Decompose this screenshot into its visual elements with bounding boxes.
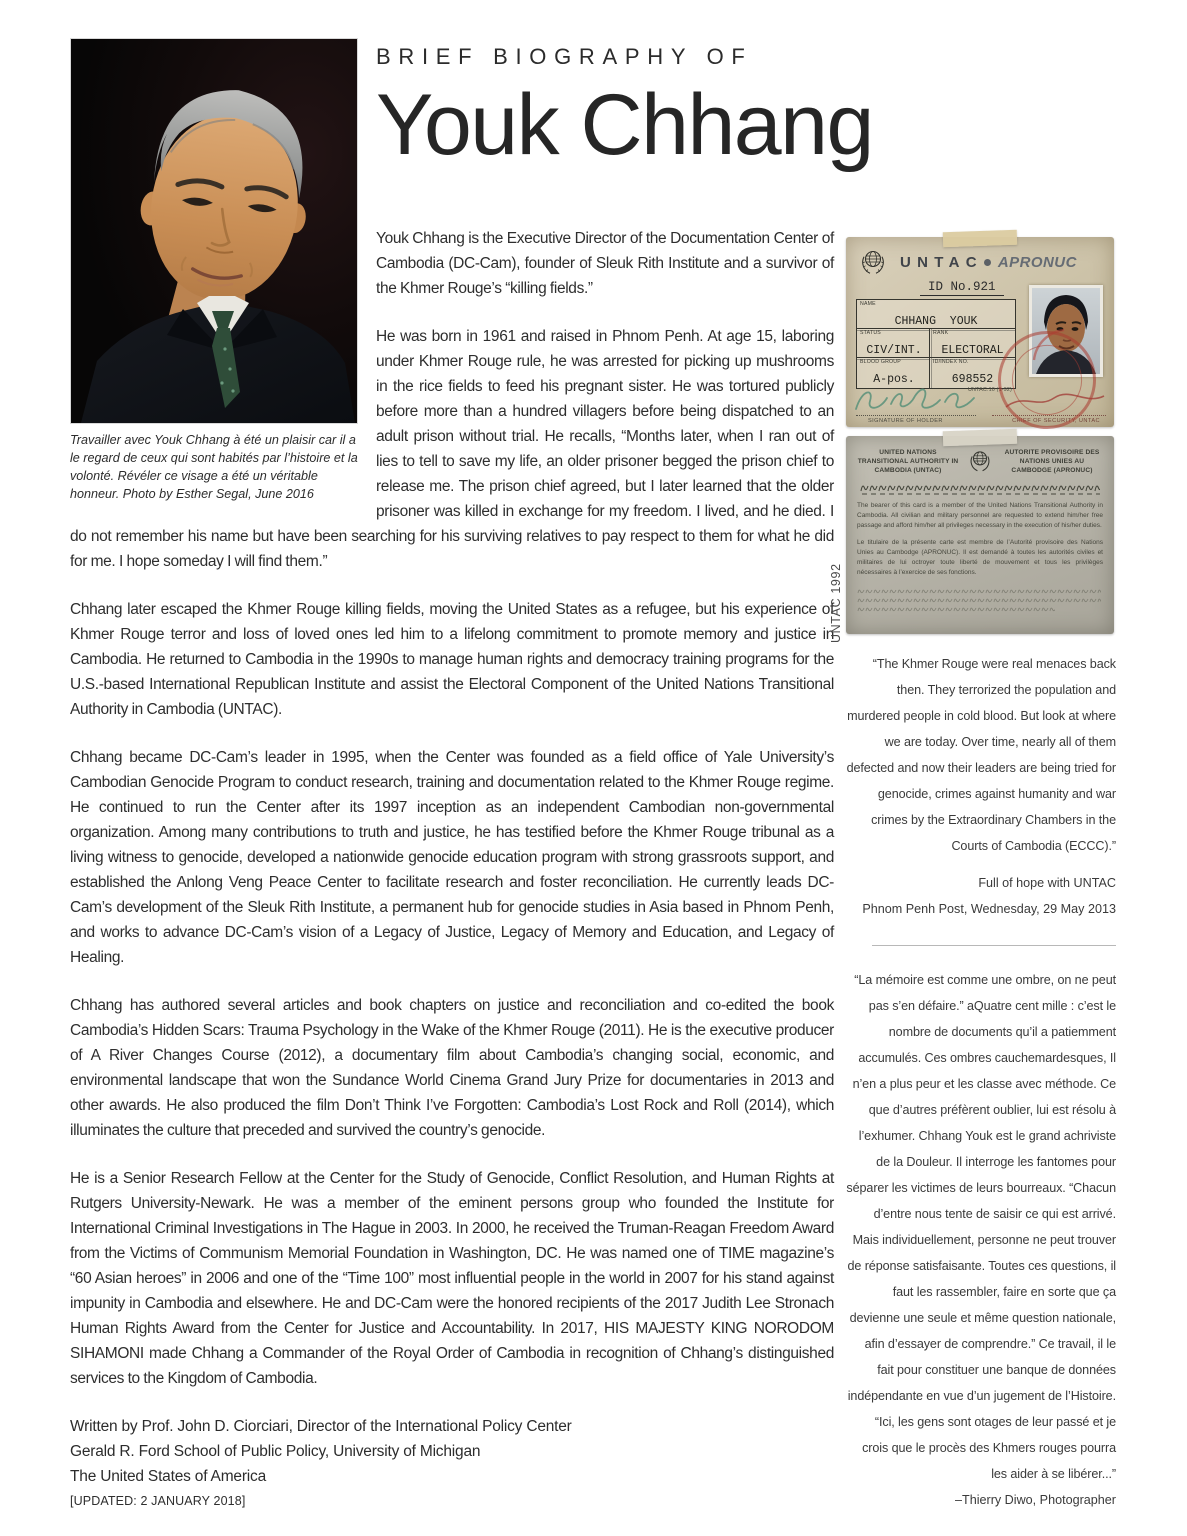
- bearer-text-english: The bearer of this card is a member of the United Nations Transitional Authority in Cambodia. All civilian and military personnel are requested to extend him/her free passage and afford him/her all privileges necessary in the execution of his/her duties.: [857, 501, 1103, 529]
- paragraph: He is a Senior Research Fellow at the Center for the Study of Genocide, Conflict Resolution, and Human Rights at Rutgers University-Newark. He was a member of the eminent persons group who founded the Institute for International Criminal Investigations in The Hague in 2003. In 2000, he received the Truman-Reagan Freedom Award from the Victims of Communism Memorial Foundation in Washington, DC. He was named one of TIME magazine’s “60 Asian heroes” in 2006 and one of the “Time 100” most influential people in the world in 2007 for his stand against impunity in Cambodia and elsewhere. He and DC-Cam were the honored recipients of the 2017 Judith Lee Stronach Human Rights Award from the Center for Justice and Accountability. In 2017, HIS MAJESTY KING NORODOM SIHAMONI made Chhang a Commander of the Royal Order of Cambodia in recognition of Chhang’s distinguished services to the Kingdom of Cambodia.: [70, 1169, 834, 1387]
- sidebar-divider: [872, 945, 1116, 946]
- khmer-script-title: [860, 481, 1100, 496]
- paragraph: Chhang became DC-Cam’s leader in 1995, when the Center was founded as a field office of Yale University’s Cambodian Genocide Program to conduct research, training and documentation related to the Khmer Rouge regime. He continued to run the Center after its 1997 inception as an independent Cambodian non-governmental organization. Among many contributions to truth and justice, he has testified before the Khmer Rouge tribunal as a living witness to genocide, developed a nationwide genocide education program with strong grassroots support, and established the Anlong Veng Peace Center to facilitate research and foster reconciliation. He currently leads DC-Cam’s development of the Sleuk Rith Institute, a permanent hub for genocide studies in Asia based in Phnom Penh, and works to advance DC-Cam’s vision of a Legacy of Justice, Legacy of Memory and Education, and Legacy of Healing.: [70, 748, 834, 966]
- form-code: UNTAC.10 (1-92): [968, 387, 1012, 393]
- security-line-label: CHIEF OF SECURITY, UNTAC: [1012, 418, 1100, 424]
- separator-dot: [984, 259, 991, 266]
- quote-english: “The Khmer Rouge were real menaces back then. They terrorized the population and murdered people in cold blood. But look at where we are today. Over time, nearly all of them defected and now their leaders are being tried for genocide, crimes against humanity and war crimes by the Extraordinary Chambers in the Courts of Cambodia (ECCC).”: [846, 657, 1116, 853]
- byline-line: Gerald R. Ford School of Public Policy, University of Michigan: [70, 1442, 481, 1460]
- un-emblem-icon: [858, 247, 888, 277]
- portrait-illustration: [71, 39, 357, 423]
- rank-label: RANK: [933, 330, 949, 336]
- khmer-script-paragraph: [857, 587, 1101, 613]
- un-emblem-icon: [967, 448, 993, 474]
- card-id-number: ID No.921: [920, 280, 1004, 296]
- status-value: CIV/INT.: [866, 344, 922, 357]
- kicker: BRIEF BIOGRAPHY OF: [376, 44, 753, 69]
- untac-id-card-front: [846, 237, 1114, 427]
- byline-line: Written by Prof. John D. Ciorciari, Director of the International Policy Center: [70, 1417, 572, 1435]
- rank-value: ELECTORAL: [941, 344, 1004, 357]
- sidebar: [829, 237, 1116, 1513]
- byline: [70, 1414, 834, 1489]
- blood-group-label: BLOOD GROUP: [860, 359, 901, 365]
- portrait-caption: Travailler avec Youk Chhang à été un plaisir car il a le regard de ceux qui sont habités par l’histoire et la volonté. Révéler ce visage a été un véritable honneur. Photo by Esther Segal, June 2016: [70, 433, 358, 501]
- bearer-text-french: Le titulaire de la présente carte est membre de l’Autorité provisoire des Nations Unies au Cambodge (APRONUC). Il est demandé à toutes les autorités civiles et militaires de lui octroyer toute liberté de mouvement et tous les privilèges nécessaires à l’exercice de ses fonctions.: [857, 538, 1103, 577]
- index-number-label: ID/INDEX NO.: [933, 359, 969, 365]
- quote-english-attribution: [846, 870, 1116, 922]
- status-label: STATUS: [860, 330, 881, 336]
- attribution-line: Phnom Penh Post, Wednesday, 29 May 2013: [862, 902, 1116, 916]
- header-french: AUTORITE PROVISOIRE DES NATIONS UNIES AU CAMBODGE (APRONUC): [1004, 449, 1100, 475]
- status-field: [856, 328, 932, 360]
- signature-line-label: SIGNATURE OF HOLDER: [868, 418, 943, 424]
- byline-line: The United States of America: [70, 1467, 266, 1485]
- tape-strip: [943, 230, 1017, 248]
- card-org-apronuc: APRONUC: [997, 253, 1077, 271]
- page-title: Youk Chhang: [376, 77, 873, 173]
- tape-strip: [943, 429, 1017, 447]
- name-value: CHHANG YOUK: [894, 315, 978, 328]
- paragraph: Chhang later escaped the Khmer Rouge killing fields, moving the United States as a refugee, but his experience of Khmer Rouge terror and loss of loved ones led him to a lifelong commitment to promote memory and justice in Cambodia. He returned to Cambodia in the 1990s to manage human rights and democracy training programs for the U.S.-based International Republican Institute and assist the Electoral Component of the United Nations Transitional Authority in Cambodia (UNTAC).: [70, 600, 834, 718]
- signature-line: [856, 415, 976, 416]
- rank-field: [929, 328, 1016, 360]
- blood-group-value: A-pos.: [873, 373, 915, 386]
- card-org-untac: UNTAC: [900, 253, 983, 271]
- quote-french: “La mémoire est comme une ombre, on ne peut pas s’en défaire.” aQuatre cent mille : c’est le nombre de documents qu’il a patiemment accumulés. Ces ombres cauchemardesques, Il n’en a plus peur et les classe avec méthode. Ce que d’autres préfèrent oublier, lui est résolu à l’exhumer. Chhang Youk est le grand achriviste de la Douleur. Il interroge les fantomes pour séparer les victimes de leurs bourreaux. “Chacun d’entre nous tente de saisir ce qui est arrivé. Mais individuellement, personne ne peut trouver de réponse satisfaisante. Toutes ces questions, il faut les rassembler, faire en sorte que ça devienne une seule et même question nationale, afin d’essayer de comprendre.” Ce travail, il le fait pour constituer une banque de données indépendante en vue d’un jugement de l’Histoire. “Ici, les gens sont otages de leur passé et je crois que le procès des Khmers rouges pourra les aider à se libérer...”: [846, 973, 1116, 1481]
- header-english: UNITED NATIONS TRANSITIONAL AUTHORITY IN CAMBODIA (UNTAC): [857, 449, 959, 475]
- name-label: NAME: [860, 301, 876, 307]
- paragraph: Chhang has authored several articles and book chapters on justice and reconciliation and co-edited the book Cambodia’s Hidden Scars: Trauma Psychology in the Wake of the Khmer Rouge (2011). He is the executive producer of A River Changes Course (2012), a documentary film about Cambodia’s changing social, economic, and environmental landscape that won the Sundance World Cinema Grand Jury Prize for documentaries in 2013 and other awards. He also produced the film Don’t Think I’ve Forgotten: Cambodia’s Lost Rock and Roll (2014), which illuminates the culture that preceded and survived the country’s genocide.: [70, 996, 834, 1139]
- untac-year-label: UNTAC 1992: [829, 563, 843, 643]
- index-number-value: 698552: [951, 373, 994, 386]
- updated-stamp: [UPDATED: 2 JANUARY 2018]: [70, 1493, 246, 1508]
- card-back-header: [857, 448, 1103, 476]
- name-field: [856, 299, 1016, 331]
- quote-french-attribution: –Thierry Diwo, Photographer: [955, 1493, 1116, 1507]
- paragraph: He was born in 1961 and raised in Phnom Penh. At age 15, laboring under Khmer Rouge rule, he was arrested for picking up mushrooms in the rice fields to feed his pregnant sister. He was tortured publicly before more than a hundred villagers before being dispatched to an adult prison without trial. He recalls, “Months later, when I ran out of lies to tell to save my life, an older prisoner begged the prison chief to release me. The prison chief agreed, but I later learned that the older prisoner was killed in exchange for my freedom. I lived, and he died. I do not remember his name but have been searching for his surviving relatives to pay respect to them for what he did for me. I hope someday I will find them.”: [70, 327, 834, 570]
- paragraph: Youk Chhang is the Executive Director of the Documentation Center of Cambodia (DC-Cam), founder of Sleuk Rith Institute and a survivor of the Khmer Rouge’s “killing fields.”: [376, 229, 834, 297]
- attribution-line: Full of hope with UNTAC: [978, 876, 1116, 890]
- portrait-photo: [70, 38, 358, 424]
- holder-signature: [852, 383, 984, 415]
- portrait-figure: [70, 38, 358, 504]
- untac-id-card-back: [846, 436, 1114, 634]
